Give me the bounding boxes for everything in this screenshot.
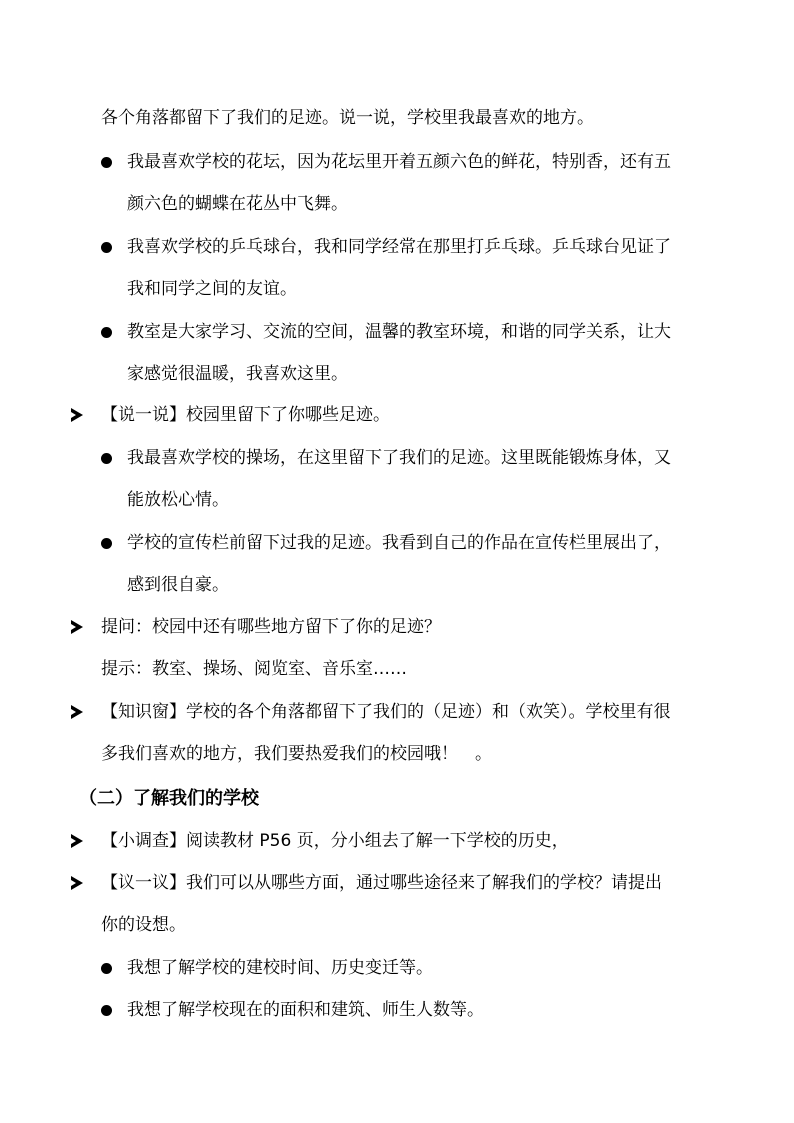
bullet-text: 我想了解学校现在的面积和建筑、师生人数等。 bbox=[127, 1000, 484, 1020]
arrow-bullet-icon bbox=[71, 834, 83, 848]
bullet-dot-icon bbox=[101, 963, 112, 974]
survey-line: 【小调查】阅读教材 P56 页，分小组去了解一下学校的历史， bbox=[101, 831, 569, 851]
bullet-dot-icon bbox=[101, 327, 112, 338]
section-heading: （二）了解我们的学校 bbox=[79, 788, 259, 809]
arrow-bullet-icon bbox=[71, 620, 83, 634]
bullet-text: 我想了解学校的建校时间、历史变迁等。 bbox=[127, 958, 433, 978]
bullet-text-continued: 感到很自豪。 bbox=[127, 575, 229, 595]
bullet-text-continued: 颜六色的蝴蝶在花丛中飞舞。 bbox=[127, 194, 348, 214]
section-line: 【说一说】校园里留下了你哪些足迹。 bbox=[101, 405, 390, 425]
bullet-dot-icon bbox=[101, 453, 112, 464]
paragraph-line: 各个角落都留下了我们的足迹。说一说，学校里我最喜欢的地方。 bbox=[101, 108, 594, 128]
discussion-line: 【议一议】我们可以从哪些方面，通过哪些途径来了解我们的学校？请提出 bbox=[101, 873, 662, 893]
bullet-dot-icon bbox=[101, 538, 112, 549]
arrow-bullet-icon bbox=[71, 705, 83, 719]
bullet-text: 我最喜欢学校的花坛，因为花坛里开着五颜六色的鲜花，特别香，还有五 bbox=[127, 152, 671, 172]
question-line: 提问：校园中还有哪些地方留下了你的足迹？ bbox=[101, 617, 441, 637]
bullet-text: 学校的宣传栏前留下过我的足迹。我看到自己的作品在宣传栏里展出了， bbox=[127, 533, 671, 553]
knowledge-line-continued: 多我们喜欢的地方，我们要热爱我们的校园哦！ 。 bbox=[101, 744, 492, 764]
bullet-dot-icon bbox=[101, 1005, 112, 1016]
bullet-text-continued: 能放松心情。 bbox=[127, 490, 229, 510]
bullet-text: 我最喜欢学校的操场，在这里留下了我们的足迹。这里既能锻炼身体，又 bbox=[127, 448, 671, 468]
arrow-bullet-icon bbox=[71, 876, 83, 890]
bullet-text-continued: 家感觉很温暖，我喜欢这里。 bbox=[127, 364, 348, 384]
bullet-text-continued: 我和同学之间的友谊。 bbox=[127, 279, 297, 299]
bullet-text: 我喜欢学校的乒乓球台，我和同学经常在那里打乒乓球。乒乓球台见证了 bbox=[127, 237, 671, 257]
hint-line: 提示：教室、操场、阅览室、音乐室…… bbox=[101, 659, 407, 679]
bullet-dot-icon bbox=[101, 242, 112, 253]
knowledge-line: 【知识窗】学校的各个角落都留下了我们的（足迹）和（欢笑）。学校里有很 bbox=[101, 702, 671, 722]
bullet-text: 教室是大家学习、交流的空间，温馨的教室环境，和谐的同学关系，让大 bbox=[127, 322, 671, 342]
discussion-line-continued: 你的设想。 bbox=[101, 915, 186, 935]
arrow-bullet-icon bbox=[71, 408, 83, 422]
bullet-dot-icon bbox=[101, 157, 112, 168]
